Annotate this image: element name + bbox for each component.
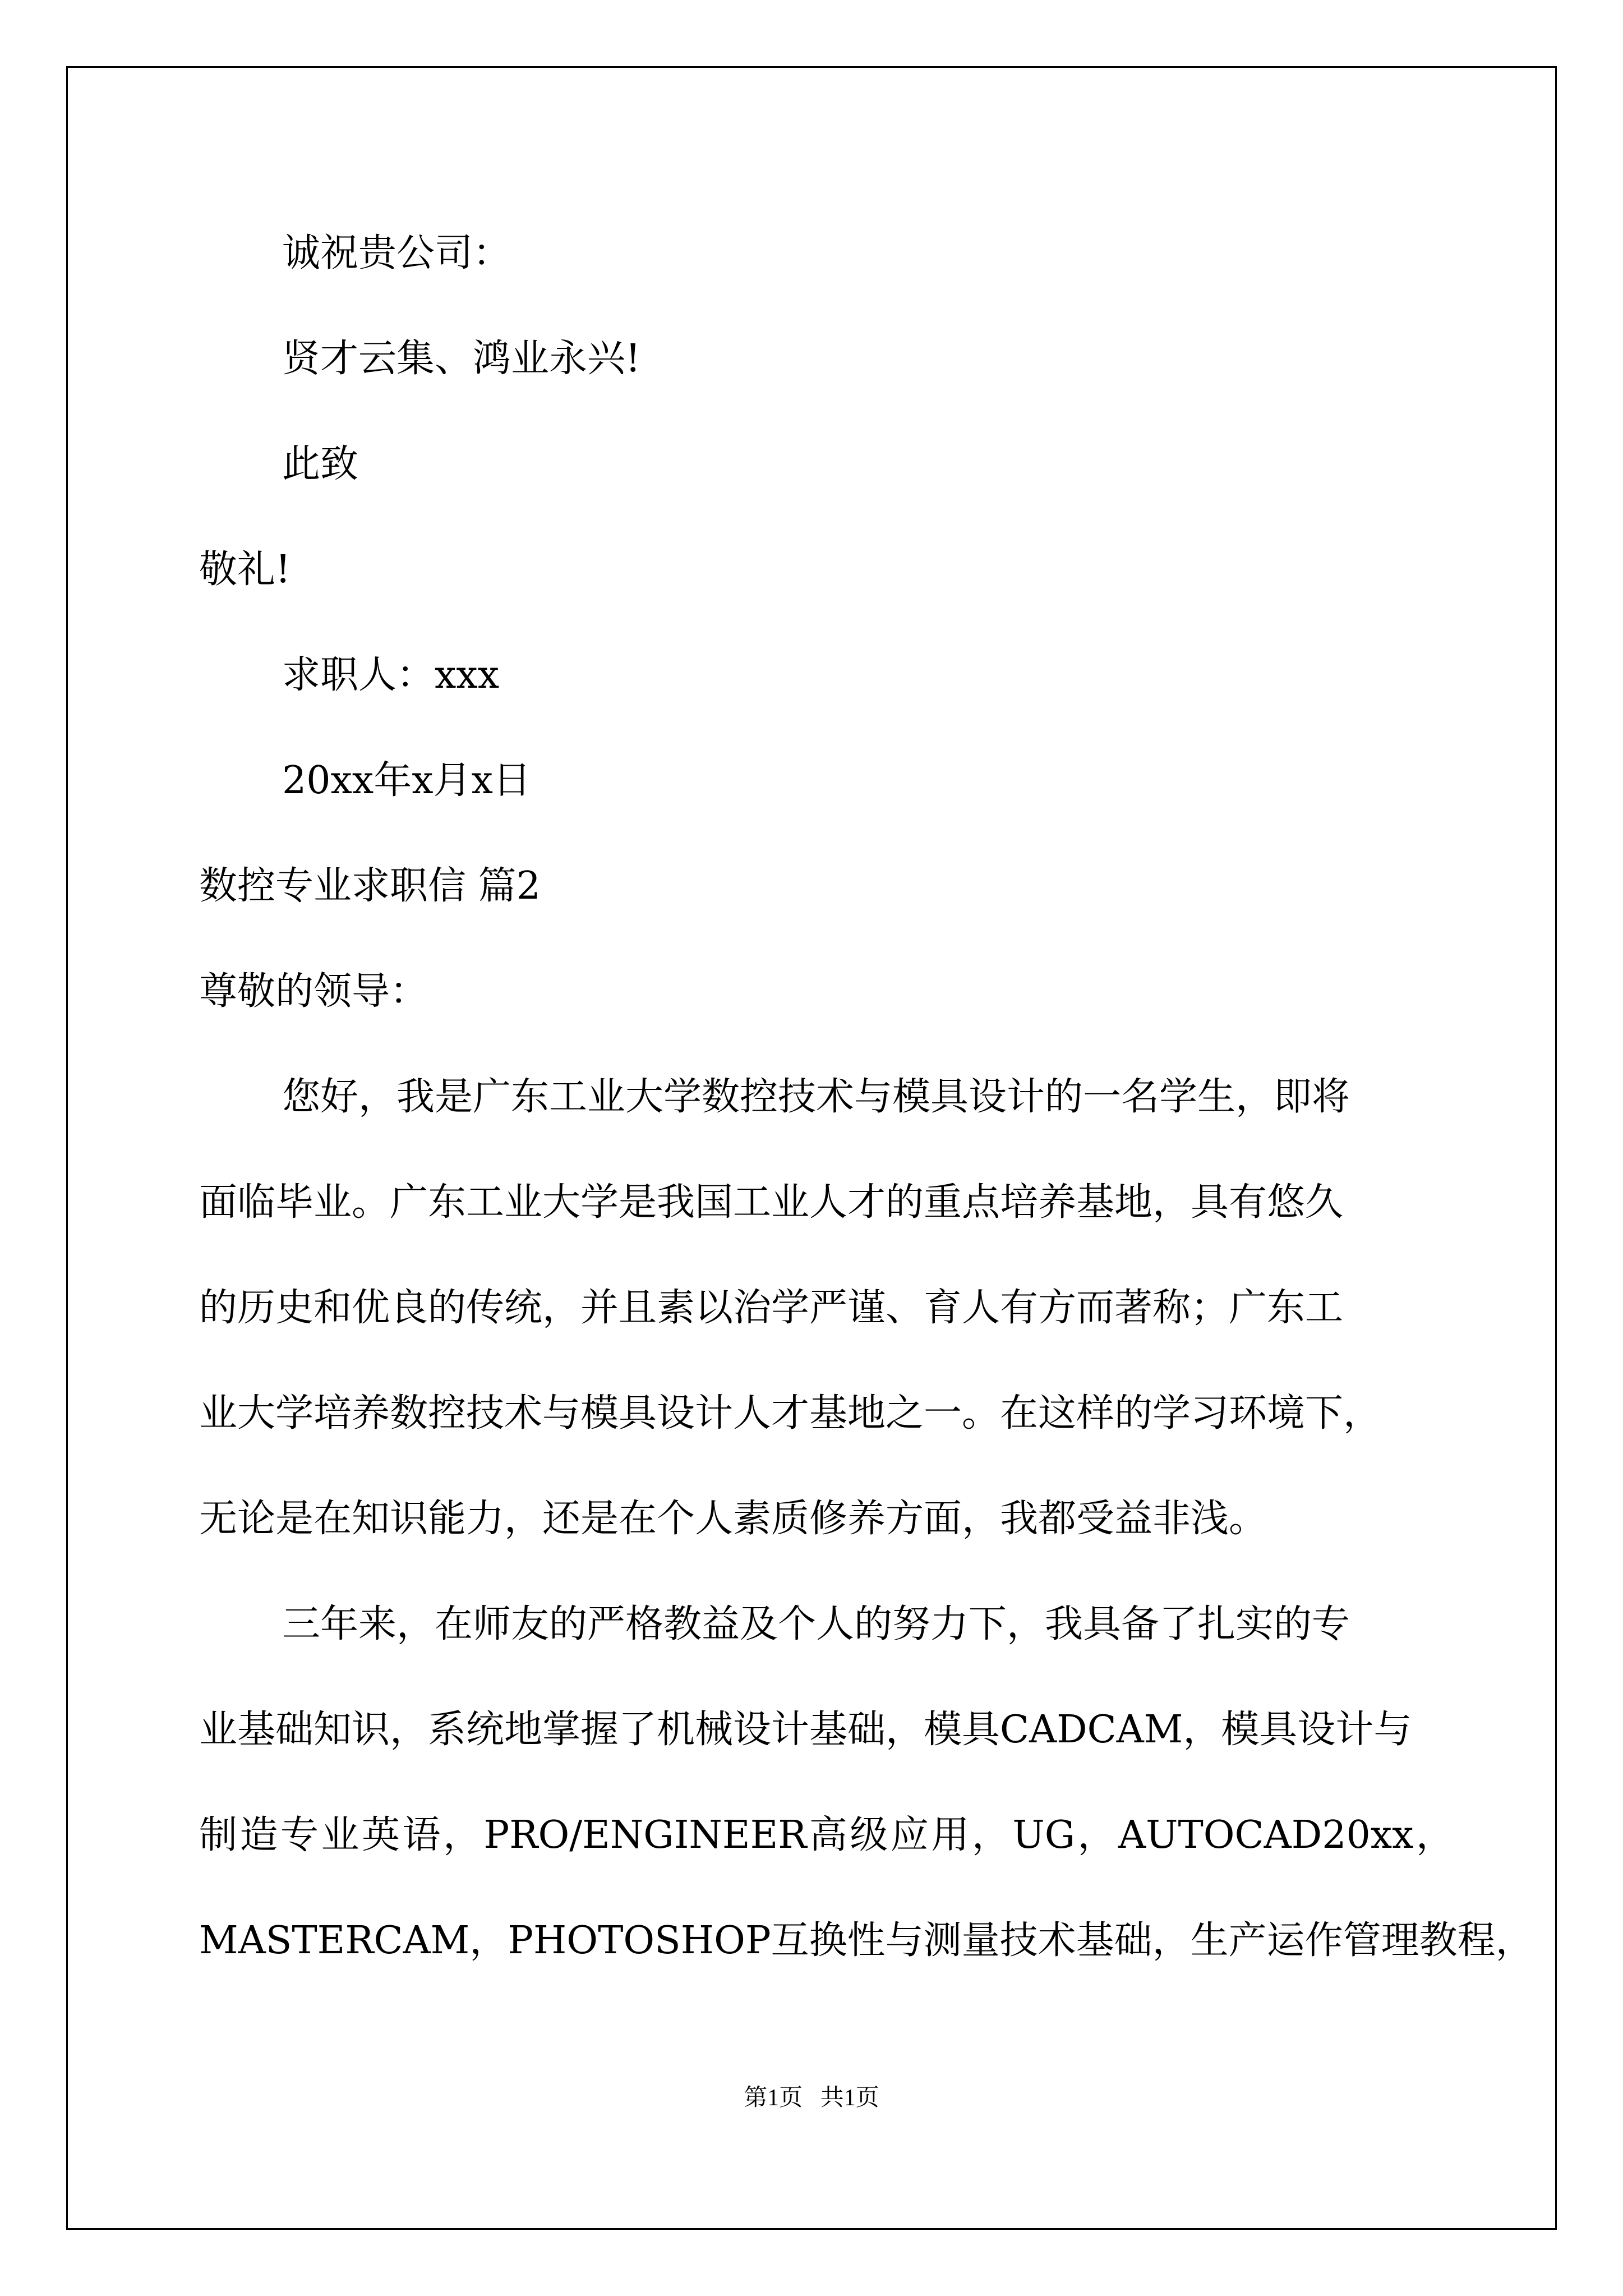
paragraph-1-line-3: 的历史和优良的传统，并且素以治学严谨、育人有方而著称；广东工: [199, 1286, 1344, 1330]
paragraph-1-line-1: 您好，我是广东工业大学数控技术与模具设计的一名学生，即将: [282, 1075, 1350, 1119]
paragraph-1-line-5: 无论是在知识能力，还是在个人素质修养方面，我都受益非浅。: [199, 1497, 1267, 1541]
page-number-footer: 第1页 共1页: [744, 2085, 879, 2111]
paragraph-2-line-2: 业基础知识，系统地掌握了机械设计基础，模具CADCAM，模具设计与: [199, 1708, 1412, 1752]
salutation-cizhi: 此致: [282, 442, 359, 486]
salutation-jingli: 敬礼!: [199, 547, 291, 592]
closing-wish-text: 贤才云集、鸿业永兴!: [282, 337, 641, 381]
page-border: [66, 66, 1557, 2230]
letter-date: 20xx年x月x日: [282, 758, 531, 803]
applicant-signature: 求职人：xxx: [282, 653, 500, 697]
section-heading: 数控专业求职信 篇2: [199, 864, 541, 908]
paragraph-2-line-1: 三年来，在师友的严格教益及个人的努力下，我具备了扎实的专: [282, 1602, 1350, 1646]
paragraph-1-line-4: 业大学培养数控技术与模具设计人才基地之一。在这样的学习环境下，: [199, 1391, 1382, 1435]
paragraph-1-line-2: 面临毕业。广东工业大学是我国工业人才的重点培养基地，具有悠久: [199, 1180, 1344, 1225]
letter-greeting: 尊敬的领导：: [199, 969, 428, 1014]
paragraph-2-line-3: 制 造 专 业 英 语 ， PRO/ENGINEER 高 级 应 用 ， UG ， AUTOCAD20xx ，: [199, 1813, 1454, 1857]
closing-wish-line: 诚祝贵公司：: [282, 231, 511, 275]
paragraph-2-line-4: MASTERCAM，PHOTOSHOP互换性与测量技术基础，生产运作管理教程，: [199, 1918, 1534, 1963]
